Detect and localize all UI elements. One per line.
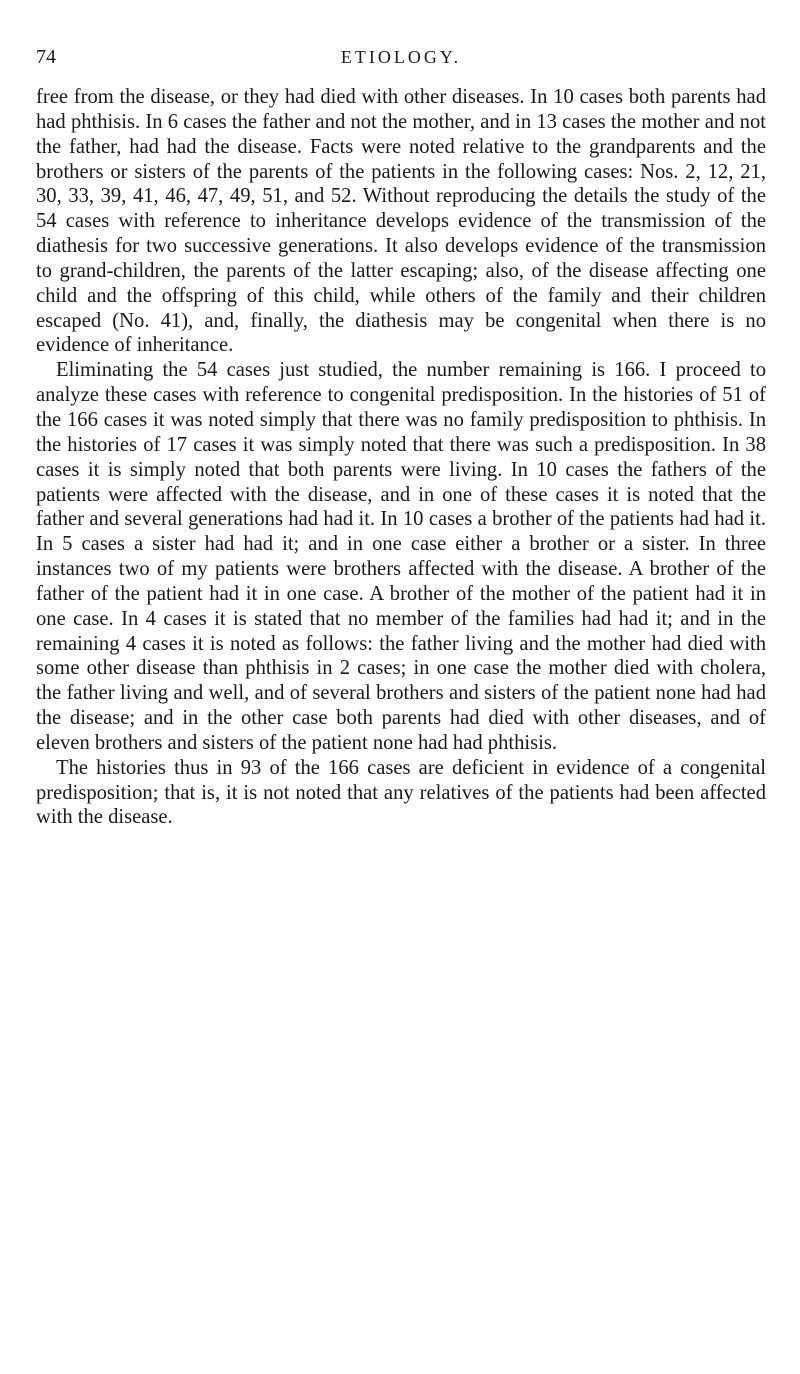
running-header [36, 43, 766, 71]
paragraph-eliminating: Eliminating the 54 cases just studied, the number remaining is 166. I proceed to analyze these cases with reference to congenital predisposition. In the histories of 51 of the 166 cases it was noted simply that there was no family predisposition to phthisis. In the histories of 17 cases it was simply noted that there was such a predisposition. In 38 cases it is simply noted that both parents were living. In 10 cases the fathers of the patients were affected with the disease, and in one of these cases it is noted that the father and several generations had had it. In 10 cases a brother of the patients had had it. In 5 cases a sister had had it; and in one case either a brother or a sister. In three instances two of my patients were brothers affected with the disease. A brother of the father of the patient had it in one case. A brother of the mother of the patient had it in one case. In 4 cases it is stated that no member of the families had had it; and in the remaining 4 cases it is noted as follows: the father living and the mother had died with some other disease than phthisis in 2 cases; in one case the mother died with cholera, the father living and well, and of several brothers and sisters of the patient none had had the disease; and in the other case both parents had died with other diseases, and of eleven brothers and sisters of the patient none had had phthisis. [36, 359, 766, 754]
body-text [36, 85, 766, 830]
paragraph-histories: The histories thus in 93 of the 166 cases are deficient in evidence of a congenital predisposition; that is, it is not noted that any relatives of the patients had been affected with the disease. [36, 756, 766, 829]
running-title: ETIOLOGY. [340, 47, 462, 67]
paragraph-continued: free from the disease, or they had died with other diseases. In 10 cases both parents had had phthisis. In 6 cases the father and not the mother, and in 13 cases the mother and not the father, had had the disease. Facts were noted relative to the grandparents and the brothers or sisters of the parents of the patients in the following cases: Nos. 2, 12, 21, 30, 33, 39, 41, 46, 47, 49, 51, and 52. Without reproducing the details the study of the 54 cases with reference to inheritance develops evidence of the transmission of the diathesis for two successive generations. It also develops evidence of the transmission to grand-children, the parents of the latter escaping; also, of the disease affecting one child and the offspring of this child, while others of the family and their children escaped (No. 41), and, finally, the diathesis may be congenital when there is no evidence of inheritance. [36, 86, 766, 357]
page-number: 74 [36, 46, 56, 68]
